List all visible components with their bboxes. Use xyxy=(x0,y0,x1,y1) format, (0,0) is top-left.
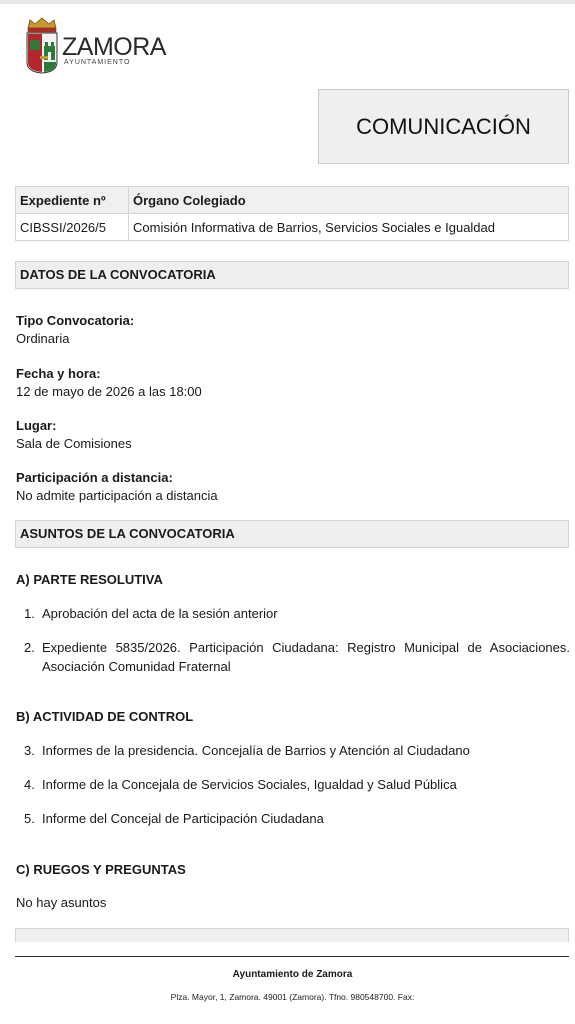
item-number: 3. xyxy=(24,743,35,758)
list-item xyxy=(24,604,570,623)
item-text: Aprobación del acta de la sesión anterior xyxy=(42,606,278,621)
item-text: Informe de la Concejala de Servicios Sociales, Igualdad y Salud Pública xyxy=(42,777,457,792)
section-header-asuntos: ASUNTOS DE LA CONVOCATORIA xyxy=(15,520,569,548)
organo-value: Comisión Informativa de Barrios, Servicios Sociales e Igualdad xyxy=(129,214,569,241)
zamora-logo xyxy=(24,16,174,76)
table-header-row xyxy=(16,187,569,214)
item-text: Informe del Concejal de Participación Ciudadana xyxy=(42,811,324,826)
part-b-title: B) ACTIVIDAD DE CONTROL xyxy=(16,709,194,724)
field-participacion xyxy=(16,469,218,505)
part-a-title: A) PARTE RESOLUTIVA xyxy=(16,572,163,587)
expediente-value: CIBSSI/2026/5 xyxy=(16,214,129,241)
document-type-title: COMUNICACIÓN xyxy=(356,113,531,139)
no-items-text: No hay asuntos xyxy=(16,895,107,910)
field-label: Tipo Convocatoria: xyxy=(16,313,135,328)
item-text: Expediente 5835/2026. Participación Ciudadana: Registro Municipal de Asociaciones. Asociación Comunidad Fraternal xyxy=(42,640,570,674)
part-c-title: C) RUEGOS Y PREGUNTAS xyxy=(16,862,186,877)
field-fecha xyxy=(16,365,202,401)
footer-divider xyxy=(15,956,569,957)
item-number: 2. xyxy=(24,640,35,655)
section-bottom-bar xyxy=(15,928,569,942)
top-divider xyxy=(0,0,575,4)
item-text: Informes de la presidencia. Concejalía de Barrios y Atención al Ciudadano xyxy=(42,743,470,758)
list-item xyxy=(24,741,570,760)
table-header-organo: Órgano Colegiado xyxy=(129,187,569,214)
field-label: Lugar: xyxy=(16,418,57,433)
field-label: Fecha y hora: xyxy=(16,366,101,381)
list-item xyxy=(24,638,570,676)
logo-wordmark: ZAMORA xyxy=(62,33,166,61)
item-number: 1. xyxy=(24,606,35,621)
list-item xyxy=(24,775,570,794)
field-value: No admite participación a distancia xyxy=(16,488,218,503)
footer-address: Plza. Mayor, 1, Zamora. 49001 (Zamora). Tfno. 980548700. Fax: xyxy=(170,992,415,1002)
coat-of-arms-icon xyxy=(24,16,60,74)
field-value: Sala de Comisiones xyxy=(16,436,132,451)
field-value: Ordinaria xyxy=(16,331,70,346)
list-item xyxy=(24,809,570,828)
logo-subtitle: AYUNTAMIENTO xyxy=(64,59,131,66)
expediente-table xyxy=(15,186,569,241)
field-value: 12 de mayo de 2026 a las 18:00 xyxy=(16,384,202,399)
field-lugar xyxy=(16,417,132,453)
section-header-datos: DATOS DE LA CONVOCATORIA xyxy=(15,261,569,289)
field-tipo xyxy=(16,312,134,348)
field-label: Participación a distancia: xyxy=(16,470,173,485)
item-number: 5. xyxy=(24,811,35,826)
item-number: 4. xyxy=(24,777,35,792)
table-header-expediente: Expediente nº xyxy=(16,187,129,214)
document-type-box xyxy=(318,89,569,164)
footer-organization: Ayuntamiento de Zamora xyxy=(232,969,353,980)
table-row xyxy=(16,214,569,241)
